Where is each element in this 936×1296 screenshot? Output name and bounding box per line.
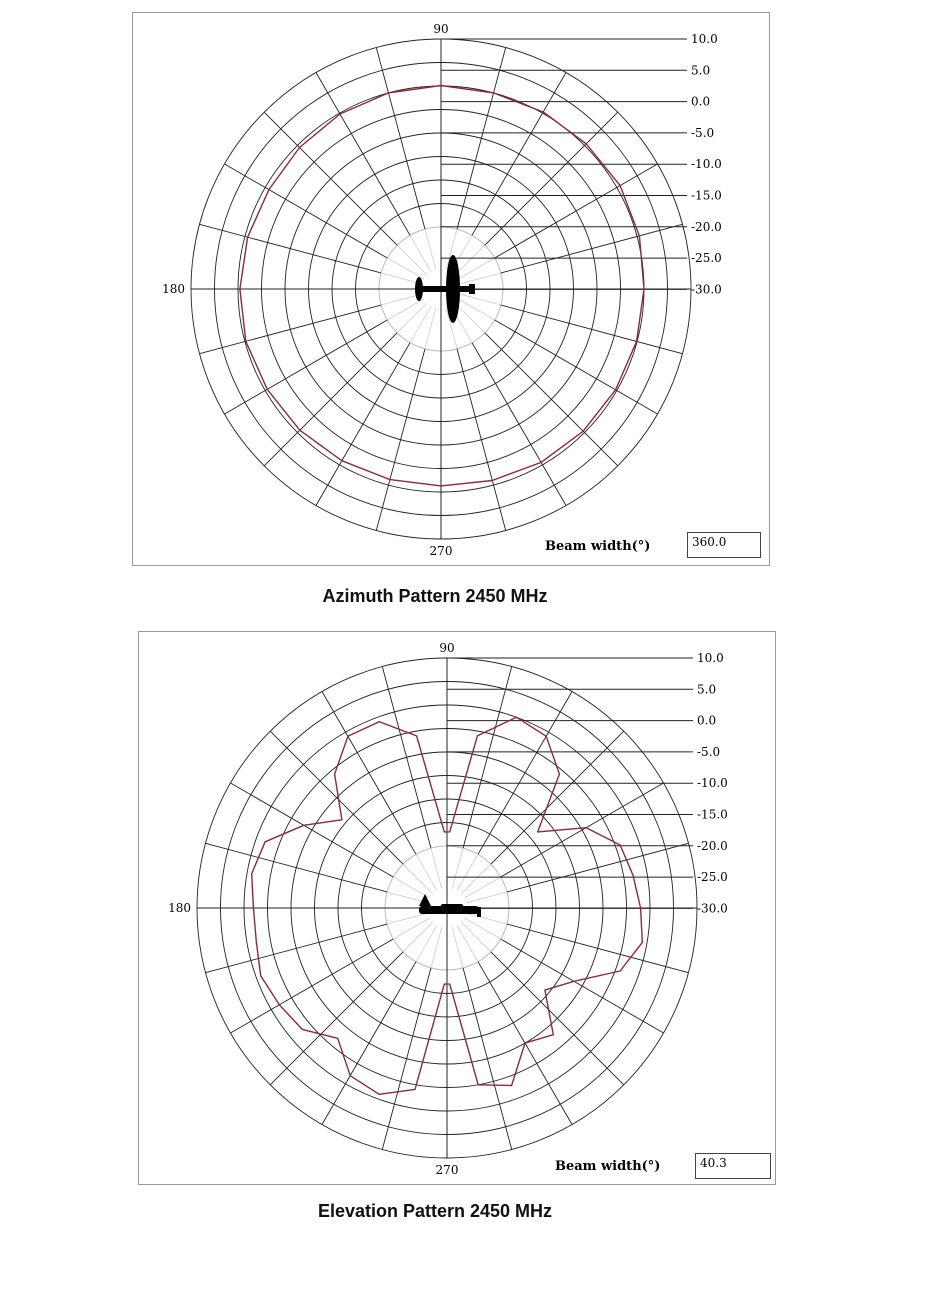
grid-spoke bbox=[501, 305, 683, 354]
azimuth-beam-width-field: 360.0 bbox=[687, 532, 761, 558]
elevation-chart-panel bbox=[138, 631, 776, 1185]
elevation-polar-chart bbox=[139, 632, 775, 1184]
grid-spoke bbox=[382, 667, 431, 849]
angle-label-180: 180 bbox=[168, 901, 191, 915]
grid-spoke bbox=[457, 48, 506, 230]
azimuth-caption: Azimuth Pattern 2450 MHz bbox=[322, 586, 548, 606]
radial-tick-label: -30.0 bbox=[691, 282, 722, 297]
inner-spoke bbox=[461, 864, 491, 894]
radial-tick-label: -30.0 bbox=[697, 901, 728, 916]
elevation-beam-width-label: Beam width(°) bbox=[555, 1159, 661, 1174]
radial-tick-label: -20.0 bbox=[697, 838, 728, 853]
grid-spoke bbox=[457, 349, 506, 531]
airplane-icon bbox=[415, 255, 475, 323]
radial-tick-label: -25.0 bbox=[691, 251, 722, 266]
radial-tick-label: 5.0 bbox=[697, 682, 717, 697]
inner-spoke bbox=[397, 245, 427, 275]
radial-tick-label: 10.0 bbox=[691, 32, 718, 46]
elevation-caption: Elevation Pattern 2450 MHz bbox=[317, 1201, 553, 1221]
radial-tick-label: -20.0 bbox=[691, 219, 722, 234]
inner-spoke bbox=[455, 245, 485, 275]
elevation-beam-width-field: 40.3 bbox=[695, 1153, 771, 1179]
angle-label-270: 270 bbox=[435, 1163, 459, 1177]
grid-spoke bbox=[507, 843, 689, 892]
airplane-tail bbox=[419, 894, 431, 906]
inner-spoke bbox=[455, 303, 485, 333]
airplane-canopy bbox=[441, 904, 463, 910]
grid-spoke bbox=[376, 349, 425, 531]
grid-spoke bbox=[200, 224, 382, 273]
inner-spoke bbox=[403, 922, 433, 952]
radial-tick-label: -10.0 bbox=[697, 776, 728, 791]
inner-spoke bbox=[403, 864, 433, 894]
azimuth-chart-panel bbox=[132, 12, 770, 566]
inner-spoke bbox=[397, 303, 427, 333]
airplane-nose bbox=[477, 907, 481, 917]
radial-tick-label: -15.0 bbox=[691, 188, 722, 203]
radial-tick-label: 0.0 bbox=[691, 94, 711, 109]
grid-spoke bbox=[463, 667, 512, 849]
radial-tick-label: -5.0 bbox=[697, 744, 721, 759]
grid-spoke bbox=[507, 924, 689, 973]
radial-tick-label: -25.0 bbox=[697, 870, 728, 885]
radial-tick-label: -5.0 bbox=[691, 125, 715, 140]
radial-tick-label: 0.0 bbox=[697, 713, 717, 728]
angle-label-90: 90 bbox=[433, 22, 449, 36]
angle-label-180: 180 bbox=[162, 282, 185, 296]
radial-tick-label: -10.0 bbox=[691, 157, 722, 172]
airplane-tail bbox=[415, 277, 423, 301]
inner-spoke bbox=[461, 922, 491, 952]
grid-spoke bbox=[501, 224, 683, 273]
angle-label-90: 90 bbox=[439, 641, 455, 655]
grid-spoke bbox=[206, 843, 388, 892]
azimuth-polar-chart bbox=[133, 13, 769, 565]
airplane-nose bbox=[469, 284, 475, 294]
airplane-fuselage bbox=[415, 286, 471, 292]
radial-tick-label: -15.0 bbox=[697, 807, 728, 822]
grid-spoke bbox=[200, 305, 382, 354]
grid-spoke bbox=[206, 924, 388, 973]
radial-tick-label: 5.0 bbox=[691, 63, 711, 78]
angle-label-270: 270 bbox=[429, 544, 453, 558]
azimuth-beam-width-label: Beam width(°) bbox=[545, 539, 651, 554]
grid-spoke bbox=[376, 48, 425, 230]
pattern-trace bbox=[240, 86, 644, 486]
radial-tick-label: 10.0 bbox=[697, 651, 724, 665]
